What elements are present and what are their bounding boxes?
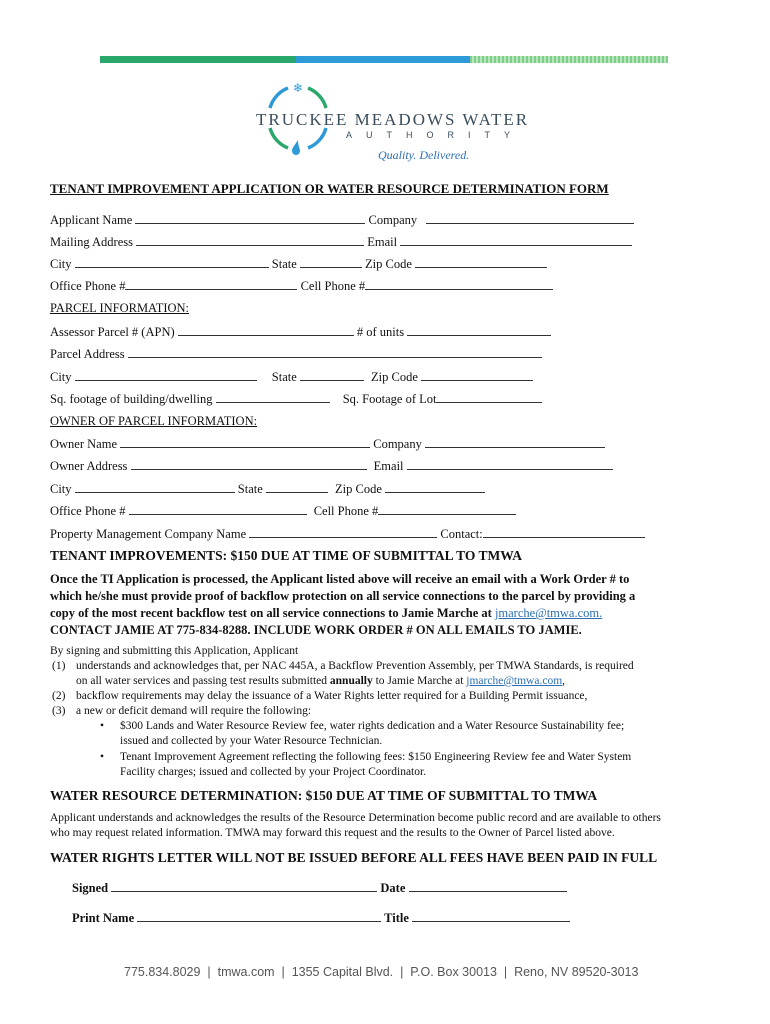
parcel-zip-field[interactable] — [421, 369, 533, 381]
ti-bold-line-3-text: copy of the most recent backflow test on all service connections to Jamie Marche at — [50, 606, 495, 620]
print-name-row — [72, 910, 570, 926]
ti-item-2-number: (2) — [52, 690, 66, 702]
sqft-lot-field[interactable] — [436, 391, 542, 403]
applicant-email-label: Email — [367, 235, 398, 249]
parcel-row-2 — [50, 346, 542, 362]
header-bar-pattern — [470, 56, 668, 63]
date-field[interactable] — [409, 880, 567, 892]
ti-item-1-line-2-text-b: to Jamie Marche at — [372, 675, 467, 687]
parcel-state-field[interactable] — [300, 369, 364, 381]
owner-company-label: Company — [373, 437, 422, 451]
signed-field[interactable] — [111, 880, 377, 892]
applicant-email-field[interactable] — [400, 234, 632, 246]
ti-bold-line-2: which he/she must provide proof of backflow protection on all service connections to the parcel by providing a — [50, 589, 636, 603]
owner-office-phone-field[interactable] — [129, 503, 307, 515]
ti-item-1-line-2-text: on all water services and passing test results submitted — [76, 675, 330, 687]
bullet-1-icon: • — [100, 720, 105, 732]
applicant-cell-phone-label: Cell Phone # — [300, 279, 366, 293]
apn-field[interactable] — [178, 324, 354, 336]
logo-title: TRUCKEE MEADOWS WATER — [256, 110, 530, 129]
ti-item-3-number: (3) — [52, 705, 66, 717]
parcel-row-3 — [50, 369, 533, 385]
applicant-zip-field[interactable] — [415, 256, 547, 268]
ti-item-1-comma: , — [562, 675, 566, 687]
owner-row-2 — [50, 458, 613, 474]
owner-name-field[interactable] — [120, 436, 370, 448]
title-field[interactable] — [412, 910, 570, 922]
fees-warning: WATER RIGHTS LETTER WILL NOT BE ISSUED BEFORE ALL FEES HAVE BEEN PAID IN FULL — [50, 850, 658, 865]
contact-field[interactable] — [483, 526, 645, 538]
parcel-state-label: State — [271, 370, 297, 384]
applicant-row-1 — [50, 212, 634, 228]
owner-address-label: Owner Address — [50, 459, 128, 473]
sqft-building-field[interactable] — [216, 391, 330, 403]
logo-tagline: Quality. Delivered. — [378, 148, 470, 162]
parcel-row-4 — [50, 391, 542, 407]
ti-bold-line-1: Once the TI Application is processed, the Applicant listed above will receive an email with a Work Order # to — [50, 572, 630, 586]
owner-cell-phone-field[interactable] — [378, 503, 516, 515]
ti-heading: TENANT IMPROVEMENTS: $150 DUE AT TIME OF SUBMITTAL TO TMWA — [50, 548, 522, 563]
owner-row-4 — [50, 503, 516, 519]
parcel-city-field[interactable] — [75, 369, 257, 381]
footer-contact: 775.834.8029 | tmwa.com | 1355 Capital Blvd. | P.O. Box 30013 | Reno, NV 89520-3013 — [124, 965, 639, 979]
bullet-2-line-2: Facility charges; issued and collected by your Project Coordinator. — [120, 766, 427, 778]
ti-item-1-number: (1) — [52, 660, 66, 672]
applicant-city-label: City — [50, 257, 72, 271]
mailing-address-field[interactable] — [136, 234, 364, 246]
jmarche-email-link-2[interactable]: jmarche@tmwa.com — [466, 675, 563, 687]
owner-row-1 — [50, 436, 605, 452]
parcel-heading: PARCEL INFORMATION: — [50, 301, 190, 315]
applicant-city-field[interactable] — [75, 256, 269, 268]
form-title: TENANT IMPROVEMENT APPLICATION OR WATER RESOURCE DETERMINATION FORM — [50, 181, 609, 196]
owner-row-5 — [50, 526, 645, 542]
parcel-address-label: Parcel Address — [50, 347, 125, 361]
apn-label: Assessor Parcel # (APN) — [50, 325, 175, 339]
owner-row-3 — [50, 481, 485, 497]
parcel-zip-label: Zip Code — [371, 370, 418, 384]
applicant-state-field[interactable] — [300, 256, 362, 268]
ti-intro: By signing and submitting this Application, Applicant — [50, 645, 299, 657]
title-label: Title — [384, 911, 409, 925]
signed-label: Signed — [72, 881, 109, 895]
parcel-address-field[interactable] — [128, 346, 542, 358]
bullet-1-line-2: issued and collected by your Water Resource Technician. — [120, 735, 383, 747]
bullet-2-icon: • — [100, 751, 105, 763]
wrd-paragraph-line-2: who may request related information. TMWA may forward this request and the results to the Owner of Parcel listed above. — [50, 827, 615, 839]
owner-address-field[interactable] — [131, 458, 367, 470]
bullet-2-line-1: Tenant Improvement Agreement reflecting the following fees: $150 Engineering Review fee and Water System — [120, 751, 632, 763]
header-bar-blue — [296, 56, 470, 63]
ti-item-1-annually: annually — [329, 675, 373, 687]
parcel-city-label: City — [50, 370, 72, 384]
owner-heading: OWNER OF PARCEL INFORMATION: — [50, 414, 258, 428]
logo-subtitle: AUTHORITY — [346, 130, 525, 140]
owner-zip-label: Zip Code — [335, 482, 382, 496]
applicant-name-field[interactable] — [135, 212, 365, 224]
owner-state-field[interactable] — [266, 481, 328, 493]
jmarche-email-link[interactable]: jmarche@tmwa.com. — [494, 606, 603, 620]
applicant-office-phone-field[interactable] — [125, 278, 297, 290]
ti-item-1-line-1: understands and acknowledges that, per NAC 445A, a Backflow Prevention Assembly, per TMWA Standards, is required — [76, 660, 634, 672]
print-name-label: Print Name — [72, 911, 135, 925]
date-label: Date — [380, 881, 406, 895]
sqft-lot-label: Sq. Footage of Lot — [342, 392, 437, 406]
ti-item-1-line-2 — [76, 675, 565, 687]
contact-label: Contact: — [440, 527, 483, 541]
pm-company-field[interactable] — [249, 526, 437, 538]
applicant-state-label: State — [271, 257, 297, 271]
sqft-building-label: Sq. footage of building/dwelling — [50, 392, 213, 406]
ti-item-2: backflow requirements may delay the issuance of a Water Rights letter required for a Building Permit issuance, — [76, 690, 588, 702]
applicant-office-phone-label: Office Phone # — [50, 279, 126, 293]
applicant-name-label: Applicant Name — [50, 213, 133, 227]
owner-city-label: City — [50, 482, 72, 496]
applicant-row-2 — [50, 234, 632, 250]
owner-company-field[interactable] — [425, 436, 605, 448]
owner-city-field[interactable] — [75, 481, 235, 493]
wrd-heading: WATER RESOURCE DETERMINATION: $150 DUE AT TIME OF SUBMITTAL TO TMWA — [50, 788, 598, 803]
owner-office-phone-label: Office Phone # — [50, 504, 126, 518]
ti-bold-line-4: CONTACT JAMIE AT 775-834-8288. INCLUDE WORK ORDER # ON ALL EMAILS TO JAMIE. — [50, 623, 582, 637]
svg-text:❄: ❄ — [292, 81, 304, 95]
mailing-address-label: Mailing Address — [50, 235, 133, 249]
applicant-zip-label: Zip Code — [365, 257, 412, 271]
owner-email-label: Email — [373, 459, 404, 473]
header-bar-green — [100, 56, 296, 63]
applicant-row-4 — [50, 278, 553, 294]
ti-item-3: a new or deficit demand will require the following: — [76, 705, 312, 717]
applicant-row-3 — [50, 256, 547, 272]
applicant-cell-phone-field[interactable] — [365, 278, 553, 290]
owner-state-label: State — [237, 482, 263, 496]
applicant-company-field[interactable] — [426, 212, 634, 224]
applicant-company-label: Company — [368, 213, 418, 227]
parcel-row-1 — [50, 324, 551, 340]
wrd-paragraph-line-1: Applicant understands and acknowledges the results of the Resource Determination become public record and are available to others — [50, 812, 661, 824]
pm-company-label: Property Management Company Name — [50, 527, 247, 541]
units-label: # of units — [356, 325, 405, 339]
print-name-field[interactable] — [137, 910, 381, 922]
ti-bold-line-3 — [50, 606, 602, 621]
owner-name-label: Owner Name — [50, 437, 117, 451]
owner-cell-phone-label: Cell Phone # — [313, 504, 379, 518]
signature-row — [72, 880, 567, 896]
owner-email-field[interactable] — [407, 458, 613, 470]
owner-zip-field[interactable] — [385, 481, 485, 493]
bullet-1-line-1: $300 Lands and Water Resource Review fee, water rights dedication and a Water Resource Sustainability fee; — [120, 720, 625, 732]
units-field[interactable] — [407, 324, 551, 336]
